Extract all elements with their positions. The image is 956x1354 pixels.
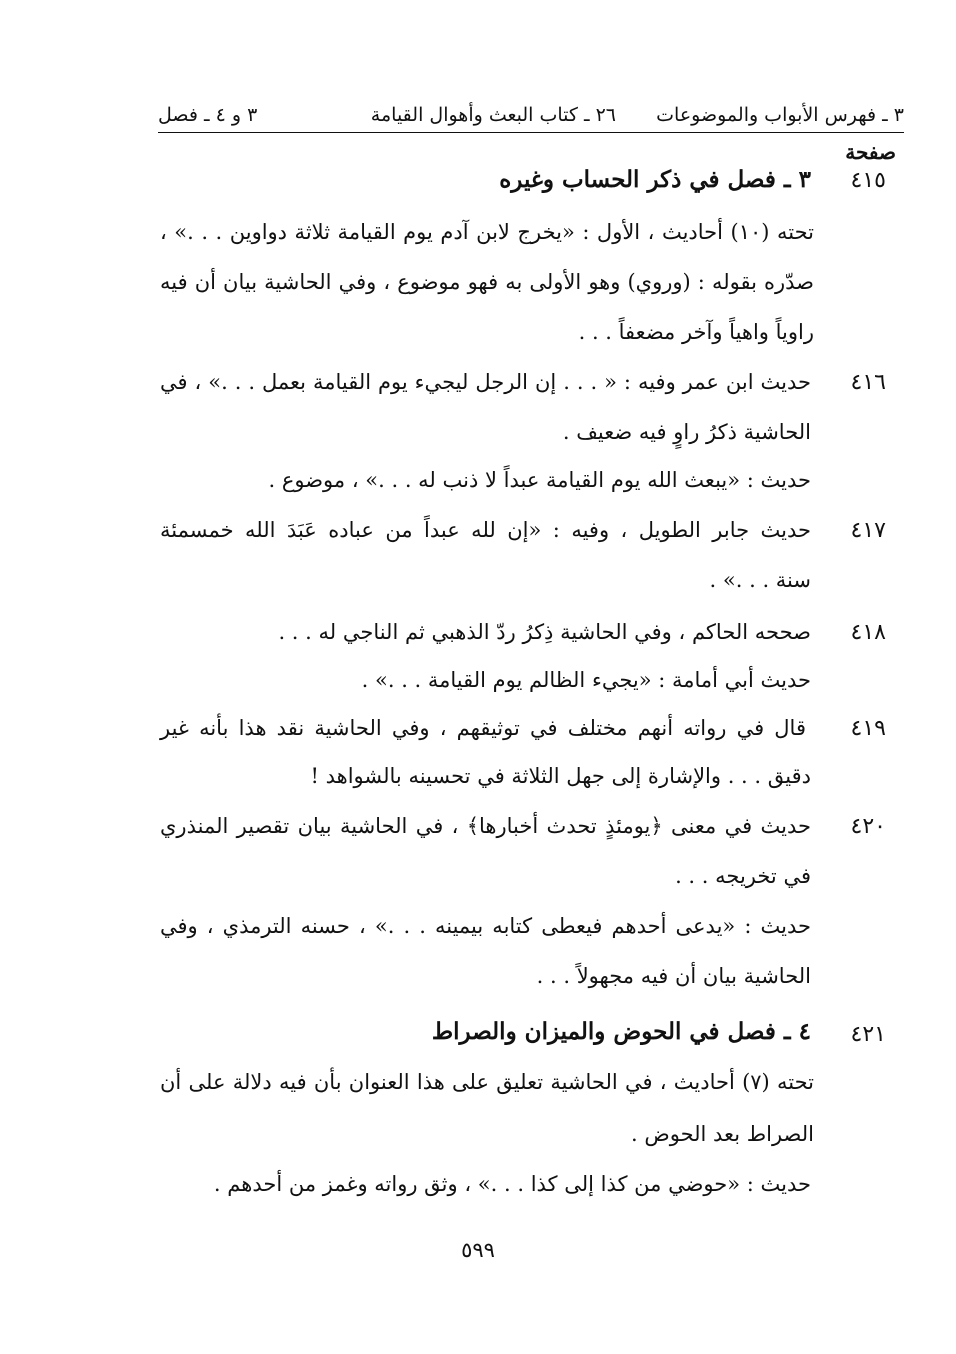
entry-page-number: ٤١٧ xyxy=(850,518,886,543)
section-heading: ٣ ـ فصل في ذكر الحساب وغيره xyxy=(499,166,811,193)
entry-line: حديث : «يدعى أحدهم فيعطى كتابه بيمينه . . .» ، حسنه الترمذي ، وفي xyxy=(160,914,811,938)
entry-line: صححه الحاكم ، وفي الحاشية ذِكرُ ردّ الذهبي ثم الناجي له . . . xyxy=(278,620,811,644)
entry-line: في تخريجه . . . xyxy=(675,864,811,888)
entry-line: حديث في معنى ﴿يومئذٍ تحدث أخبارها﴾ ، في الحاشية بيان تقصير المنذري xyxy=(160,814,811,838)
page-number: ٥٩٩ xyxy=(461,1238,495,1262)
entry-line: حديث جابر الطويل ، وفيه : «إن لله عبداً من عباده عَبَدَ الله خمسمئة xyxy=(160,518,811,542)
running-header xyxy=(158,100,904,133)
entry-page-number: ٤١٦ xyxy=(850,370,886,395)
entry-line: حديث ابن عمر وفيه : « . . . إن الرجل ليجيء يوم القيامة بعمل . . .» ، في xyxy=(160,370,811,394)
entry-line: راوياً واهياً وآخر مضعفاً . . . xyxy=(578,320,814,344)
entry-line: الصراط بعد الحوض . xyxy=(630,1122,814,1146)
entry-line: تحته (٧) أحاديث ، في الحاشية تعليق على هذا العنوان بأن فيه دلالة على أن xyxy=(160,1070,814,1094)
entry-page-number: ٤١٨ xyxy=(850,620,886,645)
entry-line: حديث : «حوضي من كذا إلى كذا . . .» ، وثق رواته وغمز من أحدهم . xyxy=(213,1172,811,1196)
header-index-title: ٣ ـ فهرس الأبواب والموضوعات xyxy=(656,104,904,126)
entry-page-number: ٤٢٠ xyxy=(850,814,886,839)
entry-line: دقيق . . . والإشارة إلى جهل الثلاثة في تحسينه بالشواهد ! xyxy=(310,764,811,788)
header-book-title: ٢٦ ـ كتاب البعث وأهوال القيامة xyxy=(370,104,616,126)
entry-line: سنة . . .» . xyxy=(709,568,811,592)
page-column-label: صفحة xyxy=(845,140,896,164)
section-heading: ٤ ـ فصل في الحوض والميزان والصراط xyxy=(431,1018,811,1045)
entry-line: الحاشية ذكرُ راوٍ فيه ضعيف . xyxy=(562,420,811,444)
entry-page-number: ٤١٥ xyxy=(850,168,886,193)
entry-page-number: ٤١٩ xyxy=(850,716,886,741)
entry-line: حديث : «يبعث الله يوم القيامة عبداً لا ذنب له . . .» ، موضوع . xyxy=(268,468,811,492)
entry-line: تحته (١٠) أحاديث ، الأول : «يخرج لابن آدم يوم القيامة ثلاثة دواوين . . .» ، xyxy=(160,220,814,244)
entry-line: قال في رواته أنهم مختلف في توثيقهم ، وفي الحاشية نقد هذا بأنه غير xyxy=(160,716,806,740)
entry-line: حديث أبي أمامة : «يجيء الظالم يوم القيامة . . .» . xyxy=(361,668,811,692)
entry-line: الحاشية بيان أن فيه مجهولاً . . . xyxy=(536,964,811,988)
header-section-label: ٣ و ٤ ـ فصل xyxy=(158,104,258,126)
entry-page-number: ٤٢١ xyxy=(850,1022,886,1047)
entry-line: صدّره بقوله : (وروي) وهو الأولى به فهو موضوع ، وفي الحاشية بيان أن فيه xyxy=(160,270,814,294)
